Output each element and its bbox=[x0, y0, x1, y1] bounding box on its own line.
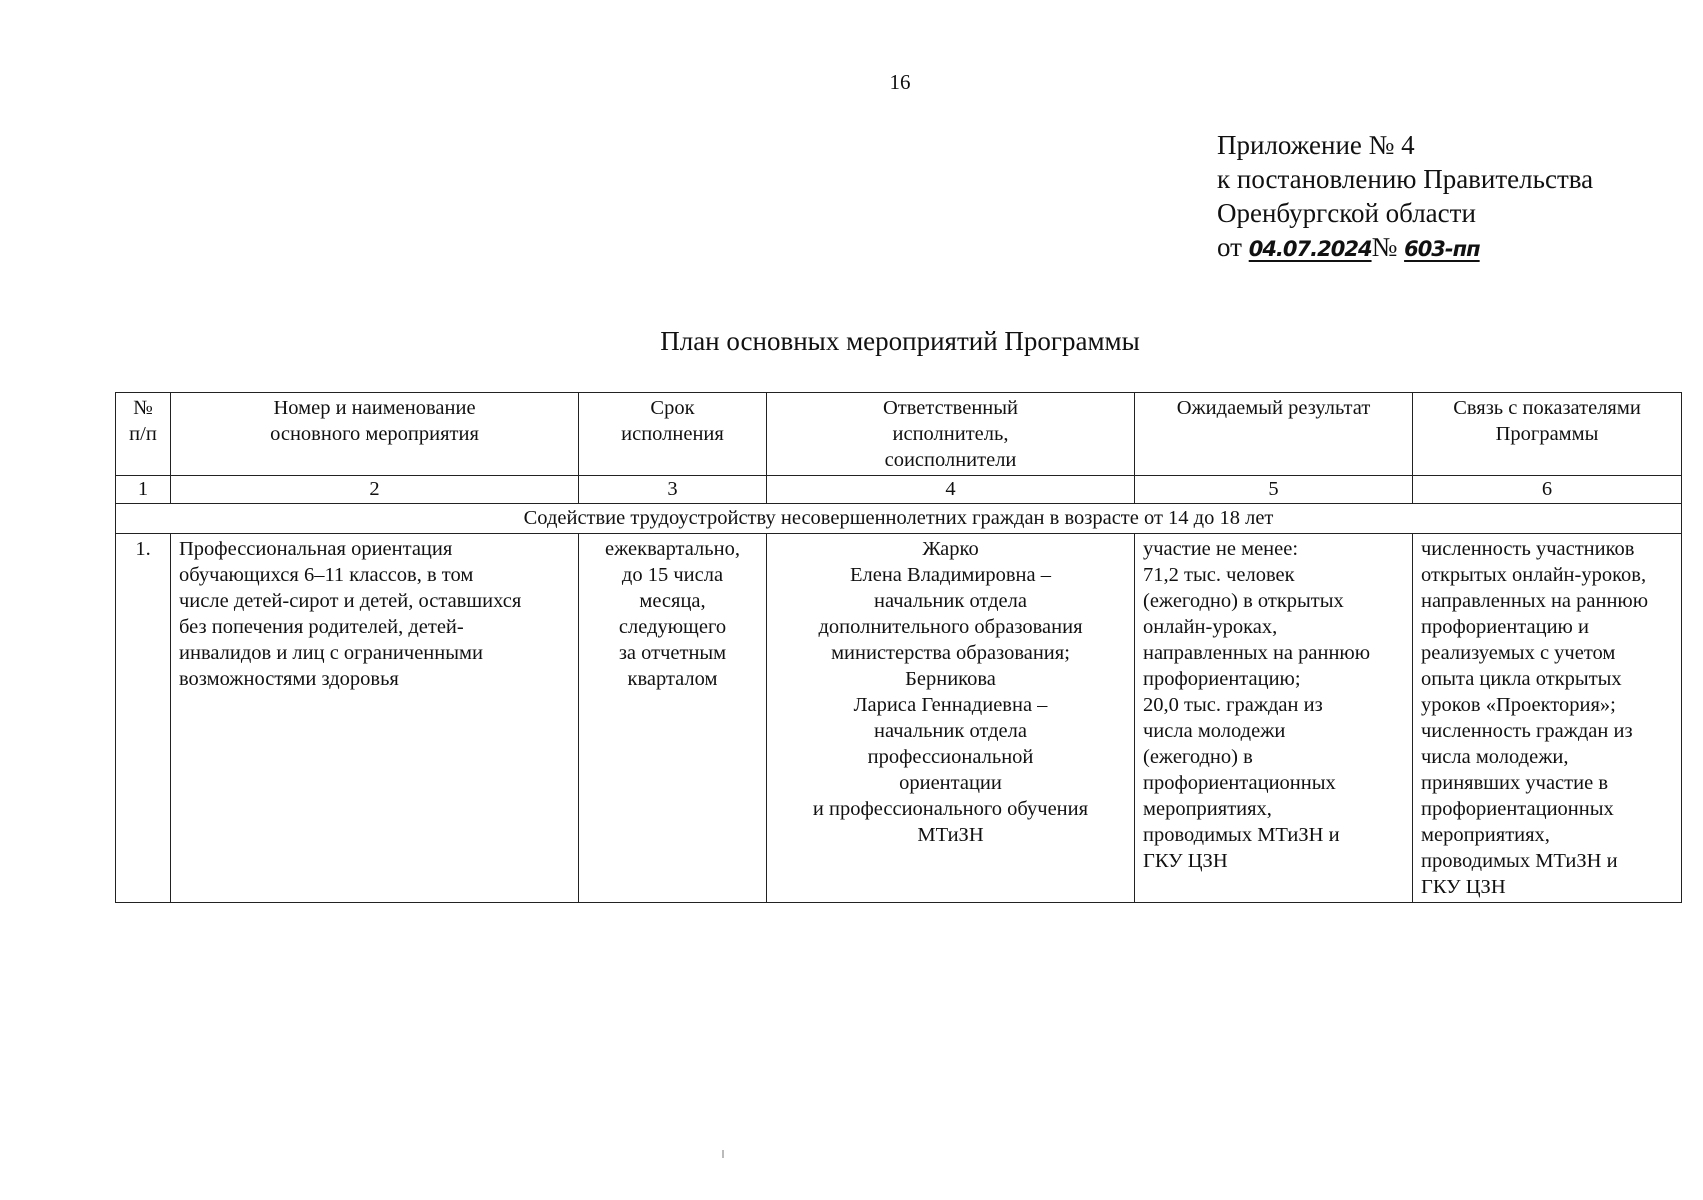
column-number-row bbox=[116, 476, 1682, 504]
appendix-line-3: Оренбургской области bbox=[1217, 198, 1476, 228]
date-prefix: от bbox=[1217, 232, 1242, 262]
handwritten-number: 603-пп bbox=[1404, 237, 1480, 261]
handwritten-date: 04.07.2024 bbox=[1248, 237, 1372, 261]
page-number: 16 bbox=[889, 70, 911, 94]
scan-artifact-mark bbox=[722, 1150, 724, 1158]
appendix-block bbox=[1217, 128, 1593, 266]
header-cell-indicators: Связь с показателями Программы bbox=[1413, 393, 1682, 476]
header-cell-number: № п/п bbox=[116, 393, 171, 476]
column-number-4: 4 bbox=[767, 476, 1135, 504]
appendix-date-line bbox=[1217, 230, 1593, 266]
column-number-5: 5 bbox=[1135, 476, 1413, 504]
row-activity-name: Профессиональная ориентация обучающихся 6–11 классов, в том числе детей-сирот и детей, оставшихся без попечения родителей, детей- инвалидов и лиц с ограниченными возможностями здоровья bbox=[171, 534, 579, 903]
appendix-line-2: к постановлению Правительства bbox=[1217, 164, 1594, 194]
number-sign: № bbox=[1371, 232, 1398, 262]
section-title: Содействие трудоустройству несовершеннолетних граждан в возрасте от 14 до 18 лет bbox=[116, 504, 1682, 534]
header-row bbox=[116, 393, 1682, 476]
header-cell-executor: Ответственный исполнитель, соисполнители bbox=[767, 393, 1135, 476]
row-term: ежеквартально, до 15 числа месяца, следующего за отчетным кварталом bbox=[579, 534, 767, 903]
column-number-1: 1 bbox=[116, 476, 171, 504]
row-number: 1. bbox=[116, 534, 171, 903]
row-indicators-link: численность участников открытых онлайн-уроков, направленных на раннюю профориентацию и реализуемых с учетом опыта цикла открытых уроков «Проектория»; численность граждан из числа молодежи, принявших участие в профориентационных мероприятиях, проводимых МТиЗН и ГКУ ЦЗН bbox=[1413, 534, 1682, 903]
header-cell-term: Срок исполнения bbox=[579, 393, 767, 476]
section-row bbox=[116, 504, 1682, 534]
column-number-2: 2 bbox=[171, 476, 579, 504]
column-number-3: 3 bbox=[579, 476, 767, 504]
row-expected-result: участие не менее: 71,2 тыс. человек (ежегодно) в открытых онлайн-уроках, направленных на раннюю профориентацию; 20,0 тыс. граждан из числа молодежи (ежегодно) в профориентационных мероприятиях, проводимых МТиЗН и ГКУ ЦЗН bbox=[1135, 534, 1413, 903]
document-title: План основных мероприятий Программы bbox=[660, 326, 1140, 356]
appendix-line-1: Приложение № 4 bbox=[1217, 130, 1415, 160]
header-cell-name: Номер и наименование основного мероприятия bbox=[171, 393, 579, 476]
header-cell-result: Ожидаемый результат bbox=[1135, 393, 1413, 476]
table-row bbox=[116, 534, 1682, 903]
column-number-6: 6 bbox=[1413, 476, 1682, 504]
plan-table bbox=[115, 392, 1682, 903]
row-executor: Жарко Елена Владимировна – начальник отдела дополнительного образования министерства образования; Берникова Лариса Геннадиевна – начальник отдела профессиональной ориентации и профессионального обучения МТиЗН bbox=[767, 534, 1135, 903]
